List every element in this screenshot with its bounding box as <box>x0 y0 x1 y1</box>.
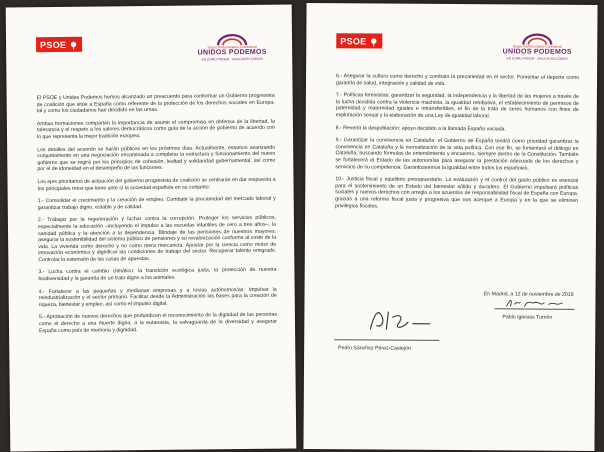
rose-icon <box>69 40 78 49</box>
paragraph: El PSOE y Unidas Podemos hemos alcanzado un preacuerdo para conformar un Gobierno progresista de coalición que sitúe a España como referente de la protección de los derechos sociales en Europa, tal y como los ciudadanos han decidido en las urnas. <box>36 92 275 115</box>
unidos-podemos-logo <box>495 32 579 61</box>
right-body-text <box>335 73 579 217</box>
podemos-arc-icon <box>519 32 555 44</box>
podemos-arc-icon <box>214 33 250 45</box>
psoe-logo-text: PSOE <box>340 36 367 47</box>
paragraph: Ambas formaciones comparten la importancia de asumir el compromiso en defensa de la libertad, la tolerancia y el respeto a los valores democráticos como guía de la acción de gobierno de acuerdo con lo que representa la mejor tradición europea. <box>36 118 275 141</box>
up-subtitle: EN COMÚ PODEM · GALICIA EN COMÚN <box>506 56 568 61</box>
up-name: UNIDOS PODEMOS <box>502 48 572 56</box>
up-group-label: Grupo Parlamentario Confederal <box>512 44 562 49</box>
up-group-label: Grupo Parlamentario Confederal <box>207 44 257 50</box>
paragraph: 9.- Garantizar la convivencia en Cataluña: el Gobierno de España tendrá como prioridad garantizar la convivencia en Cataluña y la normalización de la vida política. Con ese fin, se fomentará el diálogo en Cataluña, buscando fórmulas de entendimiento y encuentro, siempre dentro de la Constitución. También se fortalecerá el Estado de las autonomías para asegurar la prestación adecuada de los derechos y servicios de su competencia. Garantizaremos la igualdad entre todos los españoles. <box>335 137 579 172</box>
paragraph: Los ejes prioritarios de actuación del gobierno progresista de coalición se centrarán en dar respuesta a los principales retos que tiene ante sí la sociedad española en su conjunto: <box>37 176 276 192</box>
psoe-logo <box>336 33 382 48</box>
signatory-name: Pablo Iglesias Turrión <box>502 314 553 321</box>
paragraph: 1.- Consolidar el crecimiento y la creación de empleo. Combatir la precariedad del mercado laboral y garantizar trabajo digno, estable y de calidad. <box>37 195 276 211</box>
signature-line <box>334 339 439 341</box>
paragraph: 7.- Políticas feministas: garantizar la seguridad, la independencia y la libertad de las mujeres a través de la lucha decidida contra la violencia machista, la igualdad retributiva, el establecimiento de permisos de paternidad y maternidad iguales e intransferibles, el fin de la trata de seres humanos con fines de explotación sexual y la elaboración de una Ley de igualdad laboral. <box>335 92 579 120</box>
signature-sanchez-icon <box>364 303 434 333</box>
paragraph: 3.- Lucha contra el cambio climático: la transición ecológica justa, la protección de nuestra biodiversidad y la garantía de un trato digno a los animales. <box>38 267 277 283</box>
unidos-podemos-logo <box>190 33 274 62</box>
page-right <box>303 3 597 451</box>
paragraph: Los detalles del acuerdo se harán públicos en los próximos días. Actualmente, estamos avanzando conjuntamente en una negociación encaminada a completar la estructura y funcionamiento del nuevo gobierno que se regirá por los principios de cohesión, lealtad y solidaridad gubernamental, así como por el de idoneidad en el desempeño de las funciones. <box>37 144 276 173</box>
paragraph: 2.- Trabajar por la regeneración y luchar contra la corrupción. Proteger los servicios públicos, especialmente la educación –incluyendo el impulso a las escuelas infantiles de cero a tres años–, la sanidad pública y la atención a la dependencia. Blindaje de las pensiones de nuestros mayores: asegurar la sostenibilidad del sistema público de pensiones y su revalorización conforme al coste de la vida. La vivienda como derecho y no como mera mercancía. Apostar por la ciencia como motor de innovación económica y dignificar las condiciones de trabajo del sector. Recuperar talento emigrado. Controlar la extensión de las casas de apuestas. <box>37 215 277 264</box>
signing-date: En Madrid, a 12 de noviembre de 2019 <box>483 291 574 298</box>
paragraph: 8.- Revertir la despoblación: apoyo decidido a la llamada España vaciada. <box>335 124 506 132</box>
left-body-text <box>37 93 278 341</box>
psoe-logo-text: PSOE <box>40 39 67 51</box>
paragraph: 10.- Justicia fiscal y equilibrio presupuestario. La evaluación y el control del gasto público es esencial para el sostenimiento de un Estado del bienestar sólido y duradero. El Gobierno impulsará políticas sociales y nuevos derechos con arreglo a los acuerdos de responsabilidad fiscal de España con Europa, gracias a una reforma fiscal justa y progresiva que nos acerque a Europa y en la que se eliminen privilegios fiscales. <box>335 176 579 209</box>
up-name: UNIDOS PODEMOS <box>197 48 267 57</box>
signatory-name: Pedro Sánchez Pérez-Castejón <box>338 345 411 352</box>
paragraph: 6.- Asegurar la cultura como derecho y combatir la precariedad en el sector. Fomentar el deporte como garantía de salud, integración y calidad de vida. <box>335 73 580 87</box>
page-left <box>6 5 297 452</box>
paragraph: 4.- Fortalecer a las pequeñas y medianas empresas y a los/as autónomos/as. Impulsar la reindustrialización y el sector primario. Facilitar desde la Administración las bases para la creación de riqueza, bienestar y empleo, así como el impulso digital. <box>38 286 277 309</box>
rose-icon <box>369 37 378 46</box>
up-subtitle: EN COMÚ PODEM · GALICIA EN COMÚN <box>201 56 263 62</box>
psoe-logo <box>36 37 82 52</box>
paragraph: 5.- Aprobación de nuevos derechos que profundicen el reconocimiento de la dignidad de las personas como el derecho a una muerte digna, a la eutanasia, la salvaguarda de la diversidad y asegurar España como país de memoria y dignidad. <box>38 312 278 334</box>
